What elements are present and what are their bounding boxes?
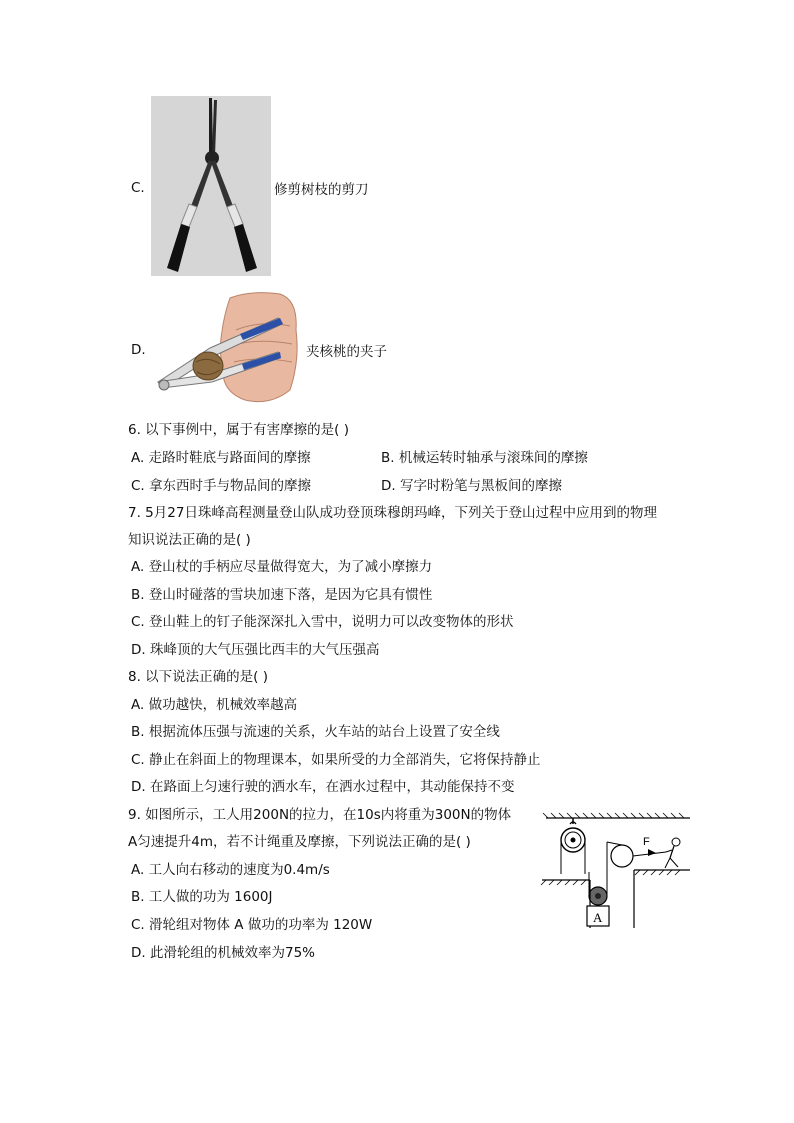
option-d-letter: D. [131, 342, 146, 358]
q9-option-d: D. 此滑轮组的机械效率为75% [131, 945, 315, 961]
q9-option-c: C. 滑轮组对物体 A 做功的功率为 120W [131, 917, 373, 933]
q6-option-d: D. 写字时粉笔与黑板间的摩擦 [381, 478, 562, 494]
q9-option-a: A. 工人向右移动的速度为0.4m/s [131, 862, 330, 878]
q7-stem-line1: 7. 5月27日珠峰高程测量登山队成功登顶珠穆朗玛峰，下列关于登山过程中应用到的物理 [128, 505, 657, 521]
q8-stem: 8. 以下说法正确的是( ) [128, 669, 268, 685]
pulley-system-diagram [540, 812, 692, 930]
q8-option-c: C. 静止在斜面上的物理课本，如果所受的力全部消失，它将保持静止 [131, 752, 541, 768]
q8-option-a: A. 做功越快，机械效率越高 [131, 697, 298, 713]
q7-option-b: B. 登山时碰落的雪块加速下落，是因为它具有惯性 [131, 587, 433, 603]
q7-option-c: C. 登山鞋上的钉子能深深扎入雪中，说明力可以改变物体的形状 [131, 614, 514, 630]
q6-option-c: C. 拿东西时手与物品间的摩擦 [131, 478, 312, 494]
block-a-label: A [593, 910, 603, 925]
q9-stem-line2: A匀速提升4m，若不计绳重及摩擦，下列说法正确的是( ) [128, 834, 471, 850]
option-d-caption: 夹核桃的夹子 [306, 344, 387, 360]
q8-option-b: B. 根据流体压强与流速的关系，火车站的站台上设置了安全线 [131, 724, 500, 740]
q6-option-b: B. 机械运转时轴承与滚珠间的摩擦 [381, 450, 588, 466]
nutcracker-image [150, 290, 303, 408]
q7-option-a: A. 登山杖的手柄应尽量做得宽大，为了减小摩擦力 [131, 559, 433, 575]
q9-option-b: B. 工人做的功为 1600J [131, 889, 273, 905]
q6-option-a: A. 走路时鞋底与路面间的摩擦 [131, 450, 311, 466]
q7-stem-line2: 知识说法正确的是( ) [128, 532, 251, 548]
option-c-letter: C. [131, 180, 145, 196]
pruning-shears-image [151, 96, 271, 276]
q6-stem: 6. 以下事例中，属于有害摩擦的是( ) [128, 422, 349, 438]
option-c-caption: 修剪树枝的剪刀 [274, 182, 369, 198]
q8-option-d: D. 在路面上匀速行驶的洒水车，在洒水过程中，其动能保持不变 [131, 779, 515, 795]
q7-option-d: D. 珠峰顶的大气压强比西丰的大气压强高 [131, 642, 380, 658]
force-f-label: F [643, 836, 650, 848]
q9-stem-line1: 9. 如图所示，工人用200N的拉力，在10s内将重为300N的物体 [128, 807, 512, 823]
